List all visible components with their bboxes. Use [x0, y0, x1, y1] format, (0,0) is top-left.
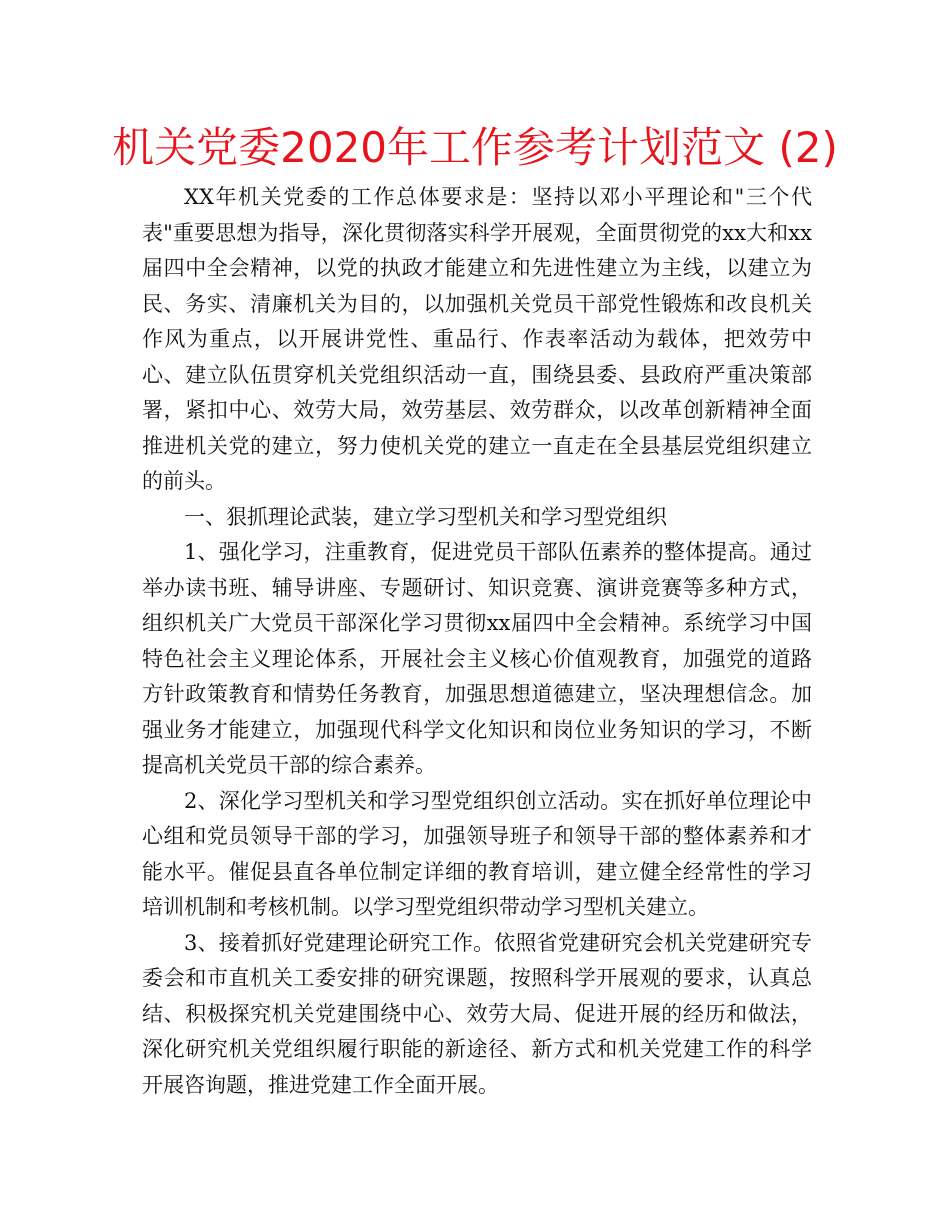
paragraph-item-1: 1、强化学习，注重教育，促进党员干部队伍素养的整体提高。通过举办读书班、辅导讲座、专题研讨、知识竞赛、演讲竞赛等多种方式，组织机关广大党员干部深化学习贯彻xx届四中全会精神。系统学习中国特色社会主义理论体系，开展社会主义核心价值观教育，加强党的道路方针政策教育和情势任务教育，加强思想道德建立，坚决理想信念。加强业务才能建立，加强现代科学文化知识和岗位业务知识的学习，不断提高机关党员干部的综合素养。 [142, 540, 812, 777]
paragraph-intro: XX年机关党委的工作总体要求是：坚持以邓小平理论和"三个代表"重要思想为指导，深化贯彻落实科学开展观，全面贯彻党的xx大和xx届四中全会精神，以党的执政才能建立和先进性建立为主线，以建立为民、务实、清廉机关为目的，以加强机关党员干部党性锻炼和改良机关作风为重点，以开展讲党性、重品行、作表率活动为载体，把效劳中心、建立队伍贯穿机关党组织活动一直，围绕县委、县政府严重决策部署，紧扣中心、效劳大局，效劳基层、效劳群众，以改革创新精神全面推进机关党的建立，努力使机关党的建立一直走在全县基层党组织建立的前头。 [142, 185, 812, 493]
document-body [142, 180, 812, 1103]
section-heading-1: 一、狠抓理论武装，建立学习型机关和学习型党组织 [184, 504, 667, 529]
paragraph-item-2: 2、深化学习型机关和学习型党组织创立活动。实在抓好单位理论中心组和党员领导干部的学习，加强领导班子和领导干部的整体素养和才能水平。催促县直各单位制定详细的教育培训，建立健全经常性的学习培训机制和考核机制。以学习型党组织带动学习型机关建立。 [142, 788, 812, 919]
paragraph-item-3: 3、接着抓好党建理论研究工作。依照省党建研究会机关党建研究专委会和市直机关工委安排的研究课题，按照科学开展观的要求，认真总结、积极探究机关党建围绕中心、效劳大局、促进开展的经历和做法，深化研究机关党组织履行职能的新途径、新方式和机关党建工作的科学开展咨询题，推进党建工作全面开展。 [142, 930, 812, 1097]
document-title: 机关党委2020年工作参考计划范文 (2) [112, 123, 838, 172]
